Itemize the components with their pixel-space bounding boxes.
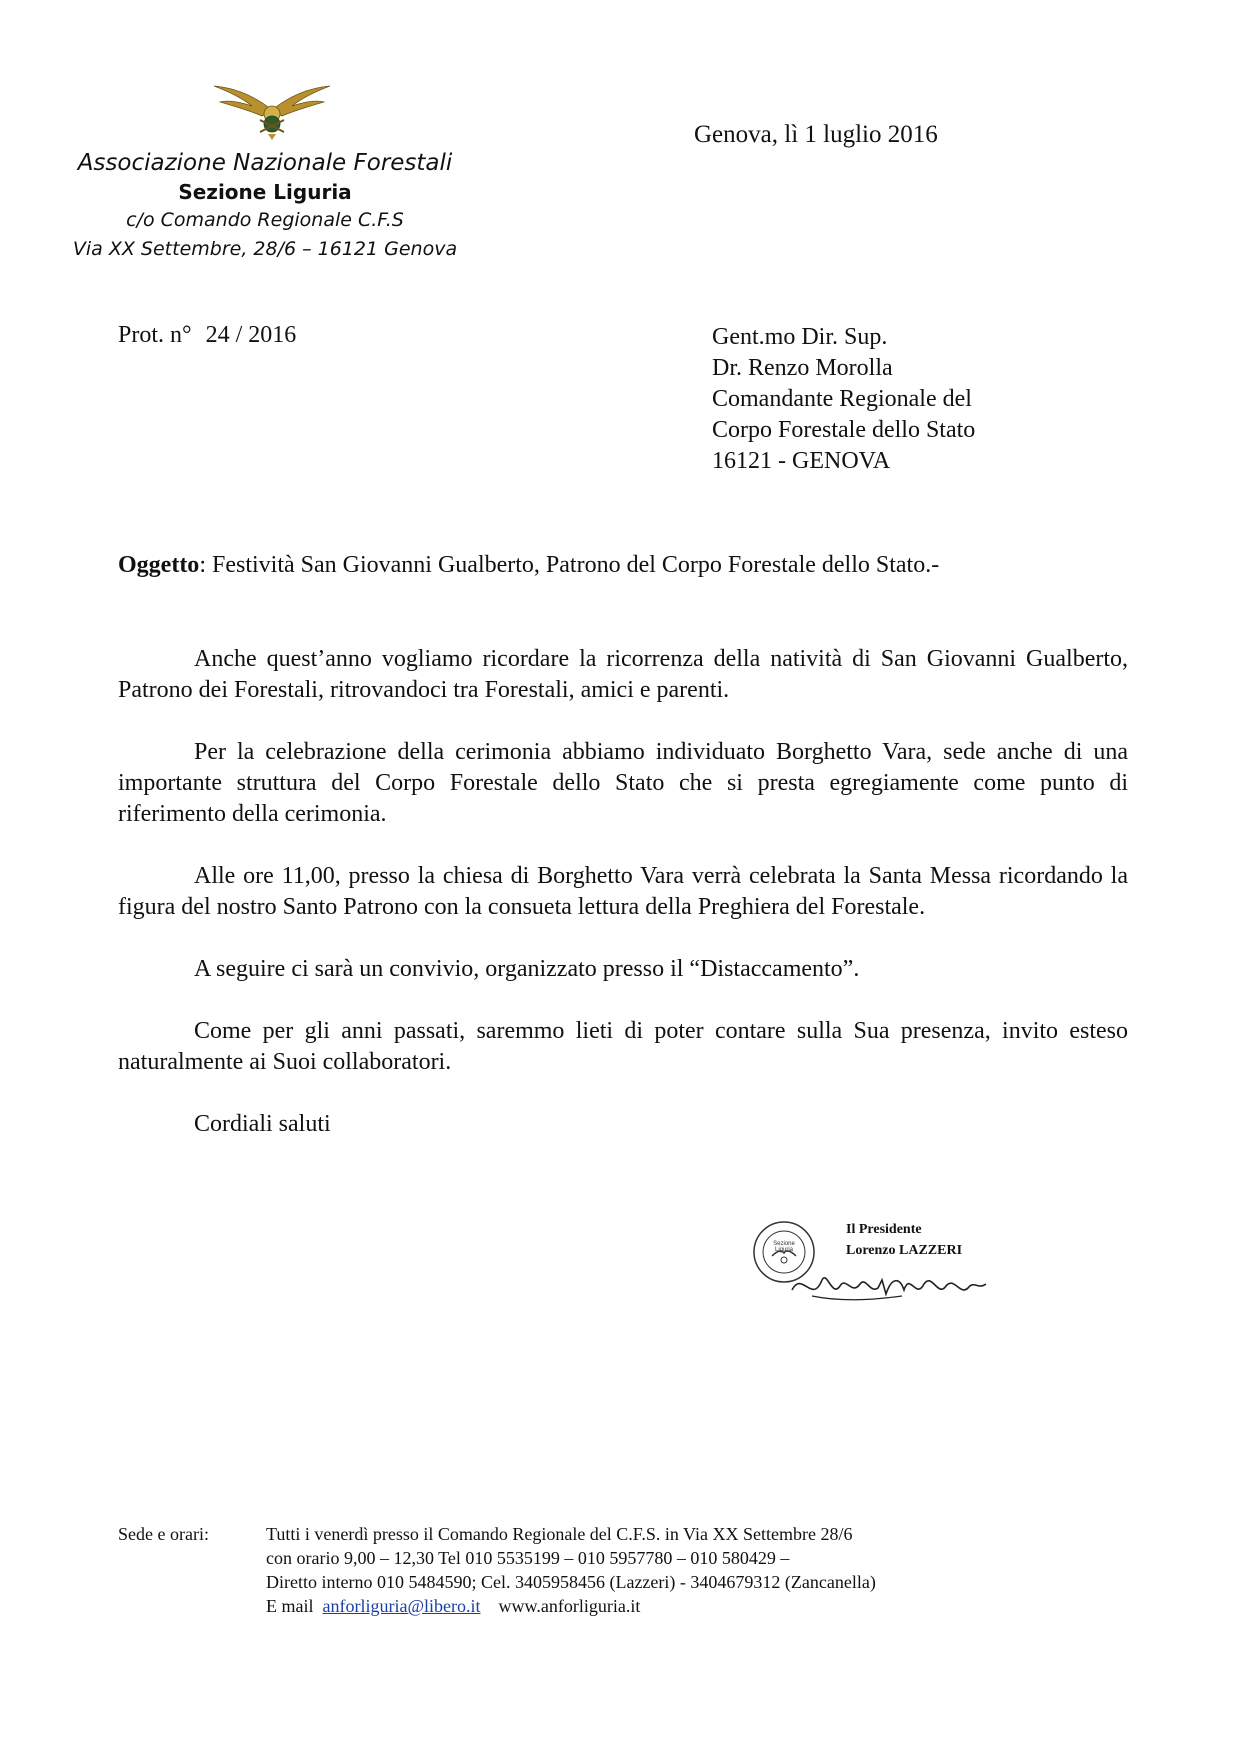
letter-body [118, 644, 1128, 1171]
recipient-line: Comandante Regionale del [712, 386, 972, 412]
subject-text: : Festività San Giovanni Gualberto, Patrono del Corpo Forestale dello Stato.- [199, 552, 940, 578]
email-label: E mail [266, 1596, 314, 1616]
body-paragraph: A seguire ci sarà un convivio, organizzato presso il “Distaccamento”. [194, 956, 860, 982]
signature-block [752, 1210, 1022, 1310]
body-paragraph: Come per gli anni passati, saremmo lieti di poter contare sulla Sua presenza, invito esteso naturalmente ai Suoi collaboratori. [118, 1018, 1128, 1075]
handwritten-signature-icon [782, 1250, 1022, 1310]
closing-greeting: Cordiali saluti [194, 1111, 331, 1137]
address-line-1: c/o Comando Regionale C.F.S [126, 209, 404, 231]
subject-label: Oggetto [118, 552, 200, 578]
recipient-line: 16121 - GENOVA [712, 448, 891, 474]
body-paragraph: Alle ore 11,00, presso la chiesa di Borghetto Vara verrà celebrata la Santa Messa ricordando la figura del nostro Santo Patrono con la consueta lettura della Preghiera del Forestale. [118, 863, 1128, 920]
recipient-address [712, 322, 975, 477]
subject-line [118, 552, 939, 579]
signatory-name: Lorenzo LAZZERI [846, 1243, 963, 1258]
footer-line: con orario 9,00 – 12,30 Tel 010 5535199 – 010 5957780 – 010 580429 – [266, 1548, 790, 1568]
eagle-emblem-icon [212, 80, 332, 140]
recipient-line: Corpo Forestale dello Stato [712, 417, 976, 443]
address-line-2: Via XX Settembre, 28/6 – 16121 Genova [72, 238, 458, 260]
email-link[interactable]: anforliguria@libero.it [322, 1596, 481, 1616]
recipient-line: Gent.mo Dir. Sup. [712, 324, 888, 350]
svg-text:Sezione: Sezione [773, 1241, 795, 1247]
footer-line: Tutti i venerdì presso il Comando Regionale del C.F.S. in Via XX Settembre 28/6 [266, 1524, 853, 1544]
body-paragraph: Anche quest’anno vogliamo ricordare la ricorrenza della natività di San Giovanni Gualberto, Patrono dei Forestali, ritrovandoci tra Forestali, amici e parenti. [118, 646, 1128, 703]
signatory-title: Il Presidente [846, 1222, 922, 1237]
footer-label: Sede e orari: [118, 1524, 209, 1544]
footer-line: Diretto interno 010 5484590; Cel. 3405958456 (Lazzeri) - 3404679312 (Zancanella) [266, 1572, 876, 1592]
protocol-label: Prot. n° [118, 322, 192, 348]
recipient-line: Dr. Renzo Morolla [712, 355, 893, 381]
svg-text:Liguria: Liguria [774, 1247, 794, 1253]
protocol-value: 24 / 2016 [205, 322, 297, 348]
footer-email-line [266, 1594, 1146, 1618]
website-link[interactable]: www.anforliguria.it [498, 1596, 641, 1616]
organization-name: Associazione Nazionale Forestali [77, 150, 453, 176]
organization-section: Sezione Liguria [178, 180, 352, 204]
letter-date: Genova, lì 1 luglio 2016 [694, 121, 938, 148]
protocol-number [118, 322, 296, 349]
body-paragraph: Per la celebrazione della cerimonia abbiamo individuato Borghetto Vara, sede anche di una importante struttura del Corpo Forestale dello Stato che si presta egregiamente come punto di riferimento della cerimonia. [118, 739, 1128, 827]
letterhead [50, 148, 480, 264]
